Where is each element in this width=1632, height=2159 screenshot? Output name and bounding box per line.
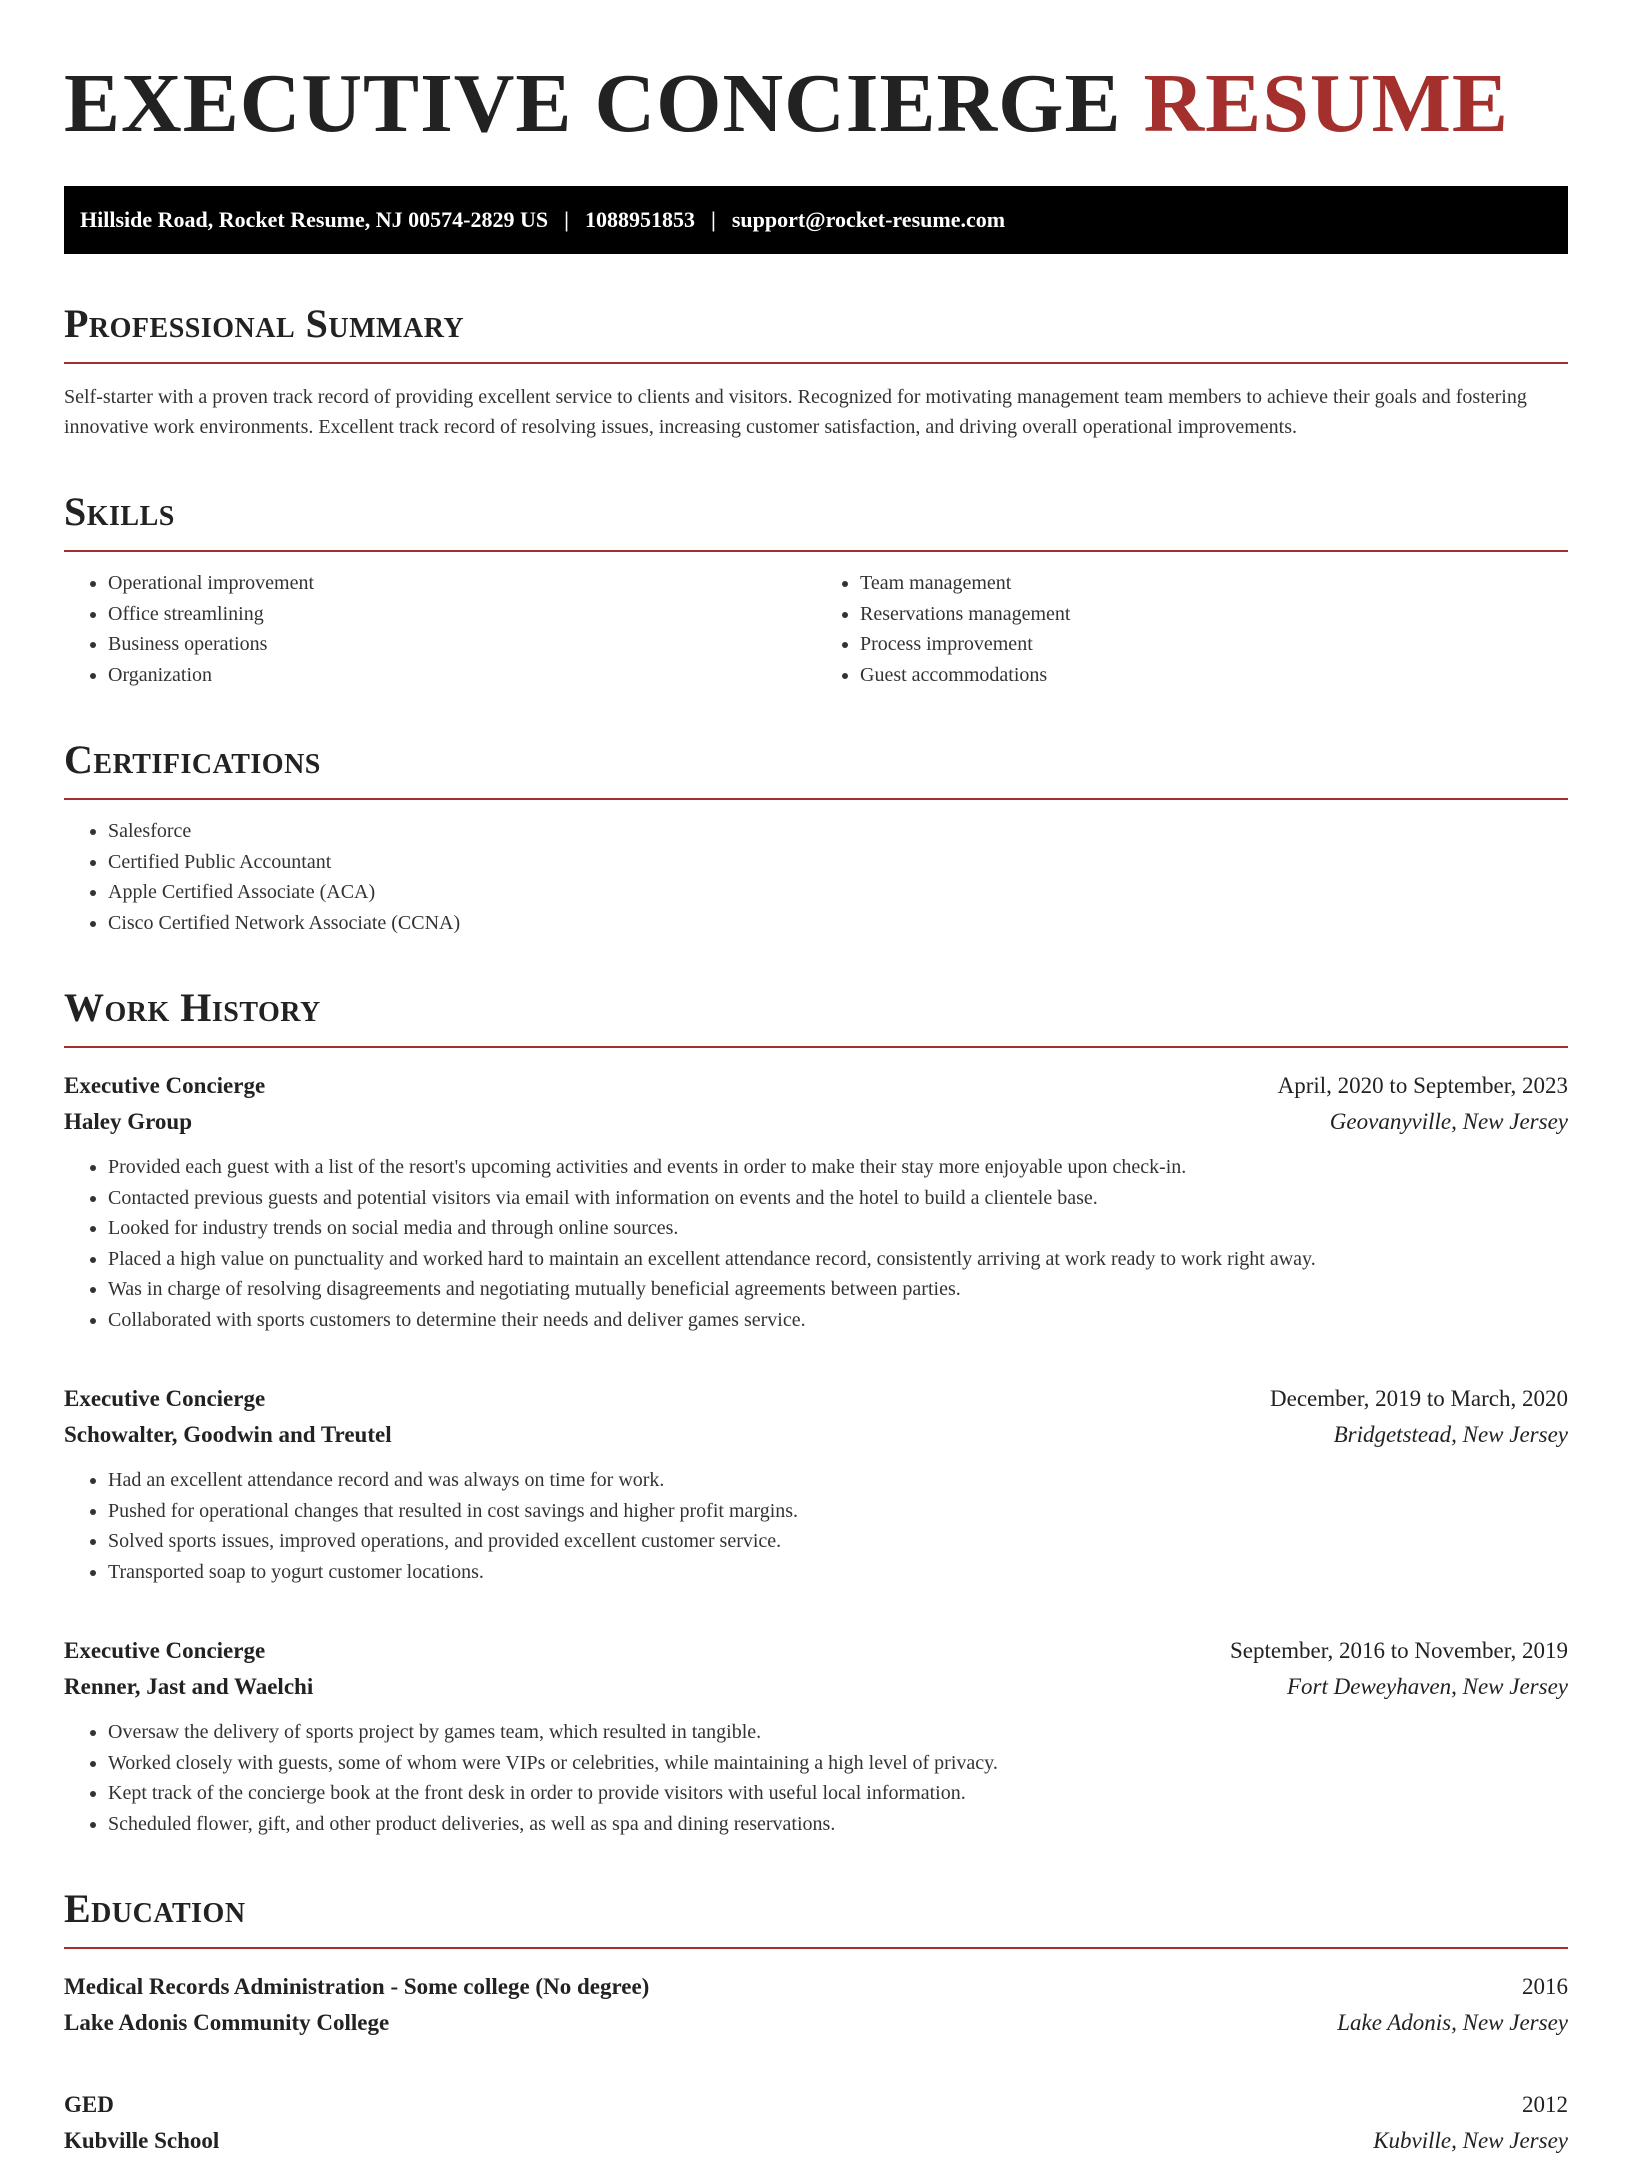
certification-item: • Apple Certified Associate (ACA): [108, 877, 1568, 908]
job-duties-list: [64, 1465, 1568, 1587]
job-dates: December, 2019 to March, 2020: [1270, 1386, 1568, 1411]
job-duty: • Collaborated with sports customers to determine their needs and deliver games service.: [108, 1305, 1568, 1336]
job-company: Renner, Jast and Waelchi: [64, 1674, 314, 1699]
contact-separator: |: [710, 207, 716, 232]
job-duty: • Placed a high value on punctuality and worked hard to maintain an excellent attendance record, consistently arriving at work ready to work right away.: [108, 1244, 1568, 1275]
skill-item: • Business operations: [108, 629, 816, 660]
job-title: Executive Concierge: [64, 1638, 266, 1663]
skills-columns: [64, 552, 1568, 690]
job-duty: • Looked for industry trends on social media and through online sources.: [108, 1213, 1568, 1244]
job-duties-list: [64, 1717, 1568, 1839]
education-degree: Medical Records Administration - Some college (No degree): [64, 1974, 650, 1999]
job-title-row: [64, 1381, 1568, 1417]
job-duty: • Provided each guest with a list of the resort's upcoming activities and events in order to make their stay more enjoyable upon check-in.: [108, 1152, 1568, 1183]
job-duties-list: [64, 1152, 1568, 1335]
contact-address: Hillside Road, Rocket Resume, NJ 00574-2829 US: [80, 207, 549, 232]
job-dates: April, 2020 to September, 2023: [1277, 1073, 1568, 1098]
job-duty: • Was in charge of resolving disagreements and negotiating mutually beneficial agreements between parties.: [108, 1274, 1568, 1305]
job-duty: • Pushed for operational changes that resulted in cost savings and higher profit margins.: [108, 1496, 1568, 1527]
job-entry: [64, 1068, 1568, 1335]
contact-email: support@rocket-resume.com: [731, 207, 1006, 232]
job-title-row: [64, 1633, 1568, 1669]
job-company: Schowalter, Goodwin and Treutel: [64, 1422, 392, 1447]
education-entry: [64, 1969, 1568, 2041]
job-location: Geovanyville, New Jersey: [1329, 1109, 1568, 1134]
job-entry: [64, 1633, 1568, 1839]
section-heading-certifications: Certifications: [64, 736, 1568, 800]
education-school-row: [64, 2005, 1568, 2041]
certification-item: • Cisco Certified Network Associate (CCNA): [108, 908, 1568, 939]
section-heading-skills: Skills: [64, 488, 1568, 552]
title-main: EXECUTIVE CONCIERGE: [64, 57, 1122, 150]
education-degree-row: [64, 2087, 1568, 2123]
certification-item: • Certified Public Accountant: [108, 847, 1568, 878]
job-company-row: [64, 1417, 1568, 1453]
job-duty: • Contacted previous guests and potential visitors via email with information on events and the hotel to build a clientele base.: [108, 1183, 1568, 1214]
skill-item: • Team management: [860, 568, 1568, 599]
education-year: 2016: [1522, 1974, 1568, 1999]
skills-list-right: [816, 568, 1568, 690]
contact-bar: [64, 186, 1568, 254]
skills-list-left: [64, 568, 816, 690]
section-heading-work-history: Work History: [64, 984, 1568, 1048]
job-company: Haley Group: [64, 1109, 193, 1134]
job-title-row: [64, 1068, 1568, 1104]
skill-item: • Reservations management: [860, 599, 1568, 630]
title-accent: RESUME: [1143, 57, 1509, 150]
education-school: Lake Adonis Community College: [64, 2010, 390, 2035]
job-title: Executive Concierge: [64, 1073, 266, 1098]
job-company-row: [64, 1104, 1568, 1140]
skill-item: • Guest accommodations: [860, 660, 1568, 691]
job-entry: [64, 1381, 1568, 1587]
contact-phone: 1088951853: [584, 207, 695, 232]
section-heading-summary: Professional Summary: [64, 300, 1568, 364]
job-duty: • Scheduled flower, gift, and other product deliveries, as well as spa and dining reservations.: [108, 1809, 1568, 1840]
job-company-row: [64, 1669, 1568, 1705]
certifications-list: [64, 816, 1568, 938]
education-entry: [64, 2087, 1568, 2159]
job-location: Bridgetstead, New Jersey: [1333, 1422, 1568, 1447]
section-heading-education: Education: [64, 1885, 1568, 1949]
education-year: 2012: [1522, 2092, 1568, 2117]
job-duty: • Oversaw the delivery of sports project by games team, which resulted in tangible.: [108, 1717, 1568, 1748]
education-location: Kubville, New Jersey: [1373, 2128, 1568, 2153]
education-school-row: [64, 2123, 1568, 2159]
education-degree-row: [64, 1969, 1568, 2005]
job-duty: • Solved sports issues, improved operations, and provided excellent customer service.: [108, 1526, 1568, 1557]
job-duty: • Had an excellent attendance record and was always on time for work.: [108, 1465, 1568, 1496]
education-school: Kubville School: [64, 2128, 220, 2153]
job-duty: • Kept track of the concierge book at the front desk in order to provide visitors with useful local information.: [108, 1778, 1568, 1809]
education-degree: GED: [64, 2092, 114, 2117]
summary-text: Self-starter with a proven track record of providing excellent service to clients and visitors. Recognized for motivating management team members to achieve their goals and fostering innovative work environments. Excellent track record of resolving issues, increasing customer satisfaction, and driving overall operational improvements.: [64, 386, 1527, 438]
education-location: Lake Adonis, New Jersey: [1337, 2010, 1568, 2035]
job-location: Fort Deweyhaven, New Jersey: [1286, 1674, 1568, 1699]
job-duty: • Worked closely with guests, some of whom were VIPs or celebrities, while maintaining a high level of privacy.: [108, 1748, 1568, 1779]
job-title: Executive Concierge: [64, 1386, 266, 1411]
skill-item: • Process improvement: [860, 629, 1568, 660]
skill-item: • Organization: [108, 660, 816, 691]
certification-item: • Salesforce: [108, 816, 1568, 847]
skill-item: • Operational improvement: [108, 568, 816, 599]
contact-separator: |: [564, 207, 569, 232]
job-duty: • Transported soap to yogurt customer locations.: [108, 1557, 1568, 1588]
resume-title: [64, 48, 1568, 160]
skill-item: • Office streamlining: [108, 599, 816, 630]
job-dates: September, 2016 to November, 2019: [1230, 1638, 1568, 1663]
